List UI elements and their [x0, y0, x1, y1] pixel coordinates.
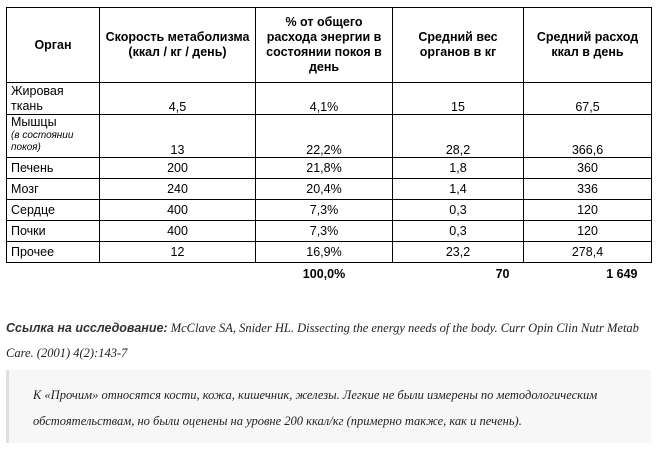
total-kcal: 1 649	[606, 266, 638, 281]
organ-cell: Почки	[7, 221, 100, 242]
kcal-cell: 336	[524, 179, 652, 200]
percent-cell: 20,4%	[256, 179, 393, 200]
rate-cell: 12	[100, 242, 256, 263]
weight-cell: 28,2	[393, 115, 524, 158]
rate-cell: 200	[100, 158, 256, 179]
totals-row	[7, 263, 652, 285]
kcal-cell: 366,6	[524, 115, 652, 158]
header-metabolic-rate: Скорость метаболизма (ккал / кг / день)	[100, 8, 256, 83]
percent-cell: 22,2%	[256, 115, 393, 158]
percent-cell: 16,9%	[256, 242, 393, 263]
organ-cell: Мозг	[7, 179, 100, 200]
kcal-cell: 120	[524, 200, 652, 221]
rate-cell: 400	[100, 221, 256, 242]
totals-spacer	[100, 263, 256, 285]
table-row	[7, 83, 652, 115]
percent-cell: 7,3%	[256, 200, 393, 221]
organ-cell: Жировая ткань	[7, 83, 100, 115]
table-row	[7, 242, 652, 263]
table-row	[7, 221, 652, 242]
note-blockquote	[6, 370, 651, 443]
citation-text: McClave SA, Snider HL. Dissecting the energy needs of the body. Curr Opin Clin Nutr Metab Care. (2001) 4(2):143-7	[6, 321, 639, 360]
table-header-row	[7, 8, 652, 83]
organ-label: Мышцы	[11, 115, 57, 129]
weight-cell: 1,8	[393, 158, 524, 179]
organ-cell: Прочее	[7, 242, 100, 263]
weight-cell: 0,3	[393, 221, 524, 242]
citation-label: Ссылка на исследование:	[6, 321, 168, 335]
weight-cell: 15	[393, 83, 524, 115]
table-row	[7, 200, 652, 221]
header-avg-kcal: Средний расход ккал в день	[524, 8, 652, 83]
header-energy-percent: % от общего расхода энергии в состоянии покоя в день	[256, 8, 393, 83]
citation	[6, 316, 651, 366]
kcal-cell: 278,4	[524, 242, 652, 263]
organ-cell: Печень	[7, 158, 100, 179]
kcal-cell: 120	[524, 221, 652, 242]
percent-cell: 21,8%	[256, 158, 393, 179]
rate-cell: 400	[100, 200, 256, 221]
table-row	[7, 158, 652, 179]
rate-cell: 13	[100, 115, 256, 158]
percent-cell: 7,3%	[256, 221, 393, 242]
header-avg-weight: Средний вес органов в кг	[393, 8, 524, 83]
kcal-cell: 360	[524, 158, 652, 179]
organ-cell: Сердце	[7, 200, 100, 221]
total-percent: 100,0%	[302, 266, 346, 281]
organ-cell	[7, 115, 100, 158]
weight-cell: 1,4	[393, 179, 524, 200]
weight-cell: 23,2	[393, 242, 524, 263]
note-text: К «Прочим» относятся кости, кожа, кишечник, железы. Легкие не были измерены по методологическим обстоятельствам, но были оценены на уровне 200 ккал/кг (примерно также, как и печень).	[33, 388, 598, 428]
rate-cell: 4,5	[100, 83, 256, 115]
header-organ: Орган	[7, 8, 100, 83]
table-row	[7, 115, 652, 158]
percent-cell: 4,1%	[256, 83, 393, 115]
table-row	[7, 179, 652, 200]
weight-cell: 0,3	[393, 200, 524, 221]
organ-sublabel: (в состоянии покоя)	[11, 130, 74, 153]
rate-cell: 240	[100, 179, 256, 200]
kcal-cell: 67,5	[524, 83, 652, 115]
totals-spacer	[7, 263, 100, 285]
total-weight: 70	[495, 266, 510, 281]
metabolism-table	[6, 7, 652, 284]
